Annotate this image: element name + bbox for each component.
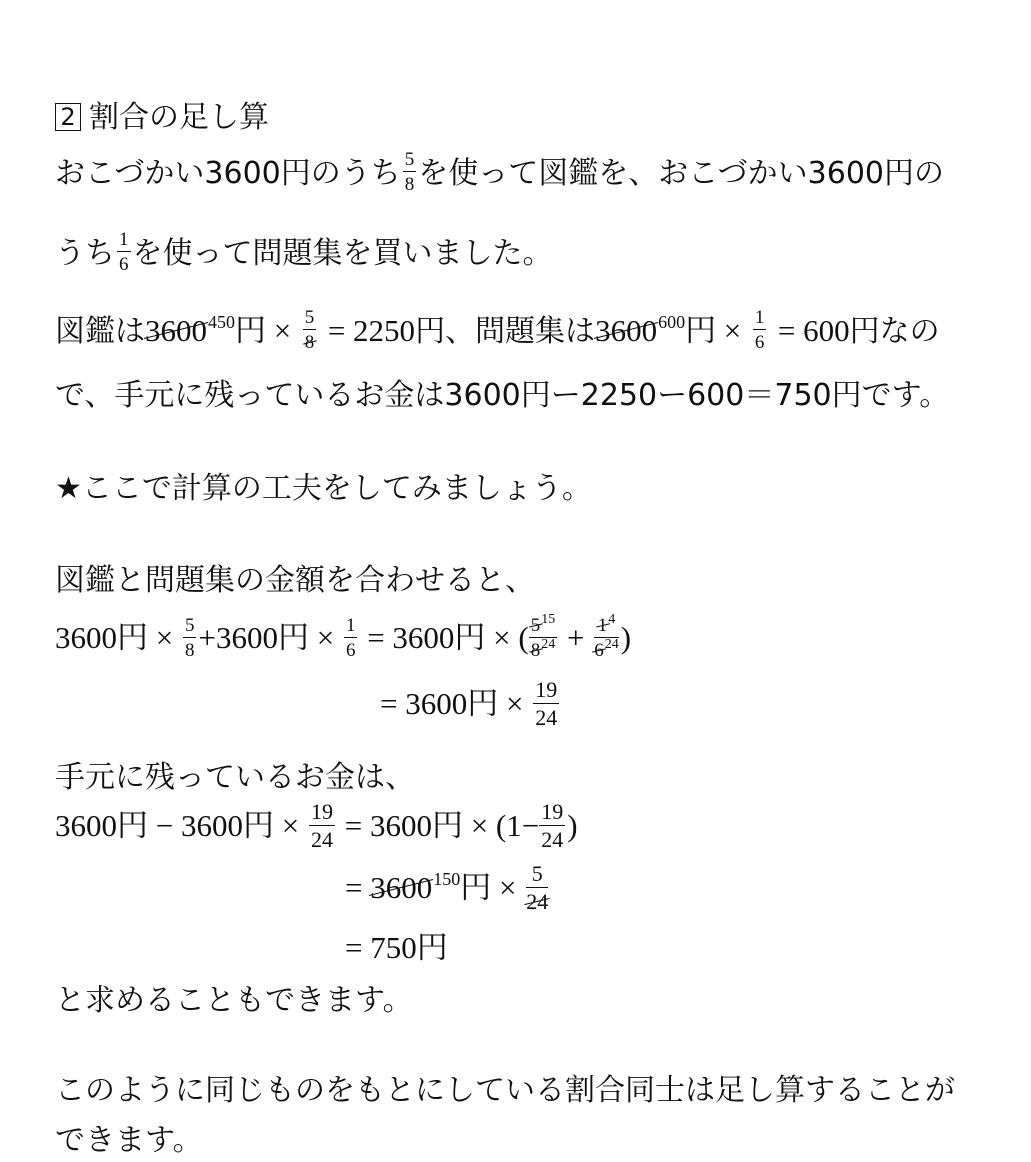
remain-intro: 手元に残っているお金は、 [55, 760, 415, 795]
combine-equation-line-2: = 3600円 × $\frac{19}{24}$ [380, 676, 558, 730]
summary-line-1: このように同じものをもとにしている割合同士は足し算することが [55, 1073, 955, 1108]
reduced-amount: 450 [208, 312, 235, 332]
fraction: $\frac{1^4}{6^{24}}$ [594, 611, 619, 661]
fraction: $\frac{19}{24}$ [535, 676, 558, 730]
remain-equation-line-1: 3600円 − 3600円 × $\frac{19}{24}$ = 3600円 × (1− $\frac{19}{24}$ ) [55, 798, 578, 852]
solution-line-1: 図鑑は3600$^{450}$円 × $\frac{5}{8}$ = 2250円、問題集は3600$^{600}$円 × $\frac{1}{6}$ = 600円なの [55, 306, 940, 353]
cancelled-amount: 3600 [370, 870, 433, 905]
combine-equation-line-1: 3600円 × $\frac{5}{8}$ +3600円 × $\frac{1}{6}$ = 3600円 × ( $\frac{5^{15}}{8^{24}}$ + $\frac{1^4}{6^{24}}$ ) [55, 611, 632, 661]
problem-line-1: おこづかい3600円のうち $\frac{5}{8}$ を使って図鑑を、おこづかい3600円の [55, 148, 944, 195]
fraction: $\frac{1}{6}$ [754, 306, 765, 353]
summary-line-2: できます。 [55, 1123, 203, 1158]
conclusion: と求めることもできます。 [55, 983, 413, 1018]
reduced-amount: 150 [433, 869, 461, 889]
section-heading [55, 92, 269, 136]
fraction: $\frac{1}{6}$ [345, 614, 356, 661]
combine-intro: 図鑑と問題集の金額を合わせると、 [55, 563, 535, 598]
fraction: $\frac{1}{6}$ [119, 228, 129, 275]
fraction: $\frac{5}{8}$ [184, 614, 195, 661]
section-number: 2 [55, 103, 81, 131]
reduced-amount: 600 [658, 312, 686, 332]
section-title: 割合の足し算 [89, 100, 269, 135]
fraction: $\frac{19}{24}$ [310, 798, 333, 852]
tip-line: ★ここで計算の工夫をしてみましょう。 [55, 471, 592, 506]
problem-line-2: うち $\frac{1}{6}$ を使って問題集を買いました。 [55, 228, 553, 275]
solution-line-2: で、手元に残っているお金は3600円ー2250ー600＝750円です。 [55, 378, 950, 413]
fraction: $\frac{19}{24}$ [541, 798, 564, 852]
fraction: $\frac{5^{15}}{8^{24}}$ [530, 611, 556, 661]
fraction: $\frac{5}{8}$ [404, 148, 415, 195]
remain-equation-line-3: = 750円 [345, 930, 448, 965]
fraction: $\frac{5}{8}$ [304, 306, 315, 353]
fraction: $\frac{5}{24}$ [526, 860, 549, 914]
cancelled-amount: 3600 [595, 313, 658, 348]
remain-equation-line-2: = 3600$^{150}$円 × $\frac{5}{24}$ [345, 860, 549, 914]
cancelled-amount: 3600 [145, 313, 207, 348]
